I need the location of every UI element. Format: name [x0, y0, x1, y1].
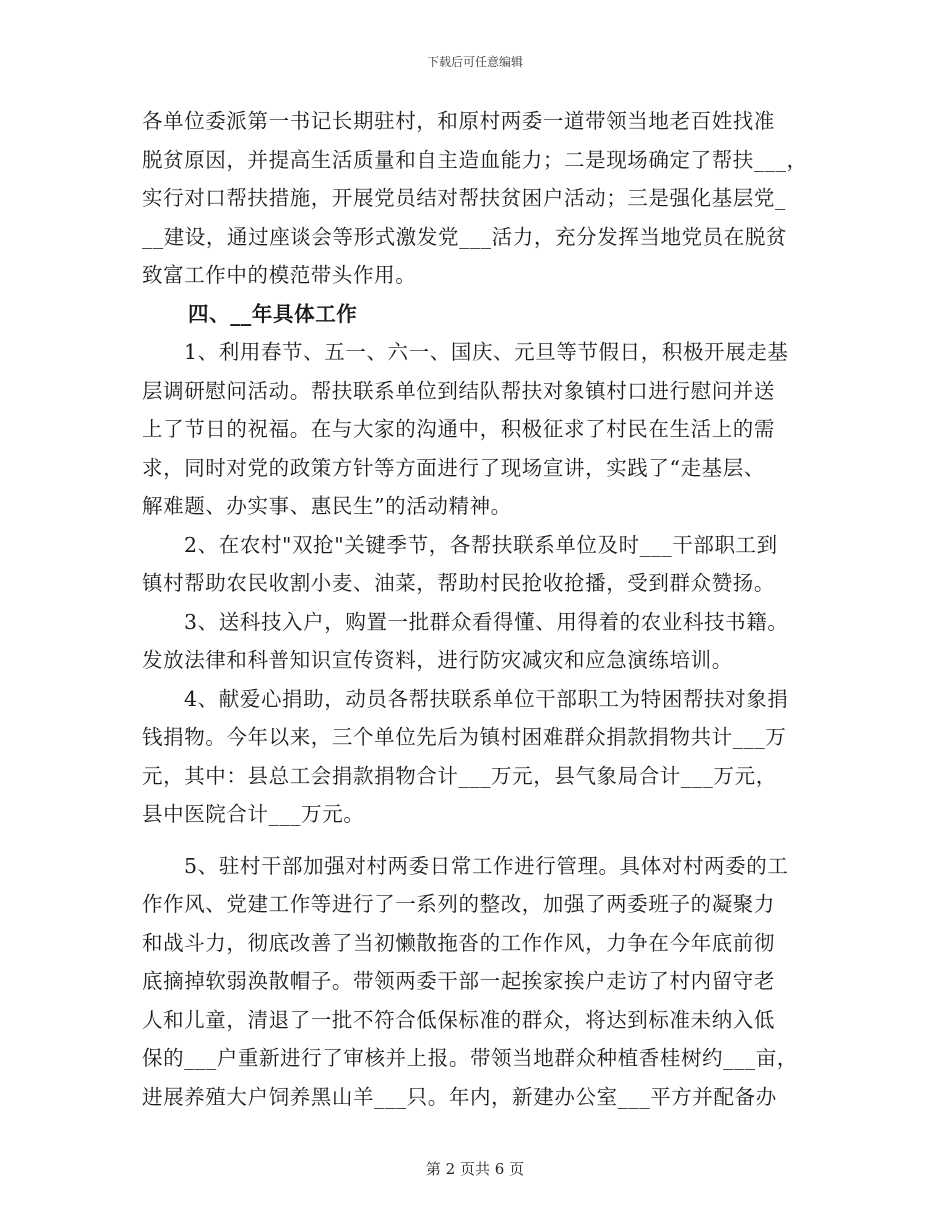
text-line: 各单位委派第一书记长期驻村，和原村两委一道带领当地老百姓找准 — [142, 109, 775, 133]
paragraph-item-2 — [142, 526, 812, 603]
text-line: 2、在农村"双抢"关键季节，各帮扶联系单位及时___干部职工到 — [184, 532, 778, 557]
text-line: 钱捐物。今年以来，三个单位先后为镇村困难群众捐款捐物共计___万 — [142, 725, 787, 749]
text-line: 保的___户重新进行了审核并上报。带领当地群众种植香桂树约___亩， — [142, 1046, 798, 1070]
text-line: __建设，通过座谈会等形式激发党___活力，充分发挥当地党员在脱贫 — [142, 224, 788, 249]
paragraph-gap — [142, 834, 812, 847]
page-header-note: 下载后可任意编辑 — [426, 55, 523, 69]
text-line: 实行对口帮扶措施，开展党员结对帮扶贫困户活动；三是强化基层党_ — [142, 186, 786, 210]
text-line: 5、驻村干部加强对村两委日常工作进行管理。具体对村两委的工 — [184, 853, 789, 878]
paragraph-item-4 — [142, 680, 812, 834]
text-line: 致富工作中的模范带头作用。 — [142, 263, 417, 287]
text-line: 县中医院合计___万元。 — [142, 802, 365, 826]
document-body — [142, 102, 812, 1116]
paragraph-item-3 — [142, 603, 812, 680]
text-line: 元，其中：县总工会捐款捐物合计___万元，县气象局合计___万元， — [142, 763, 777, 788]
text-line: 1、利用春节、五一、六一、国庆、元旦等节假日，积极开展走基 — [184, 340, 789, 364]
text-line: 脱贫原因，并提高生活质量和自主造血能力；二是现场确定了帮扶___， — [142, 147, 808, 172]
text-line: 层调研慰问活动。帮扶联系单位到结队帮扶对象镇村口进行慰问并送 — [142, 378, 775, 403]
text-line: 4、献爱心捐助，动员各帮扶联系单位干部职工为特困帮扶对象捐 — [184, 686, 789, 711]
text-line: 底摘掉软弱涣散帽子。带领两委干部一起挨家挨户走访了村内留守老 — [142, 969, 775, 993]
paragraph-item-1 — [142, 333, 812, 526]
text-line: 发放法律和科普知识宣传资料，进行防灾减灾和应急演练培训。 — [142, 648, 733, 672]
paragraph-item-5 — [142, 847, 812, 1117]
text-line: 3、送科技入户，购置一批群众看得懂、用得着的农业科技书籍。 — [184, 609, 789, 634]
text-line: 进展养殖大户饲养黑山羊___只。年内，新建办公室___平方并配备办 — [142, 1084, 777, 1109]
section-heading: 四、__年具体工作 — [188, 301, 358, 326]
text-line: 作作风、党建工作等进行了一系列的整改，加强了两委班子的凝聚力 — [142, 892, 775, 916]
text-line: 解难题、办实事、惠民生”的活动精神。 — [142, 494, 512, 518]
paragraph-intro — [142, 102, 812, 295]
page-number: 第 2 页共 6 页 — [425, 1160, 525, 1178]
text-line: 和战斗力，彻底改善了当初懒散拖沓的工作作风，力争在今年底前彻 — [142, 930, 775, 955]
text-line: 求，同时对党的政策方针等方面进行了现场宣讲，实践了“走基层、 — [142, 455, 765, 480]
text-line: 镇村帮助农民收割小麦、油菜，帮助村民抢收抢播，受到群众赞扬。 — [142, 571, 775, 595]
text-line: 人和儿童，清退了一批不符合低保标准的群众，将达到标准未纳入低 — [142, 1007, 775, 1032]
text-line: 上了节日的祝福。在与大家的沟通中，积极征求了村民在生活上的需 — [142, 417, 775, 441]
